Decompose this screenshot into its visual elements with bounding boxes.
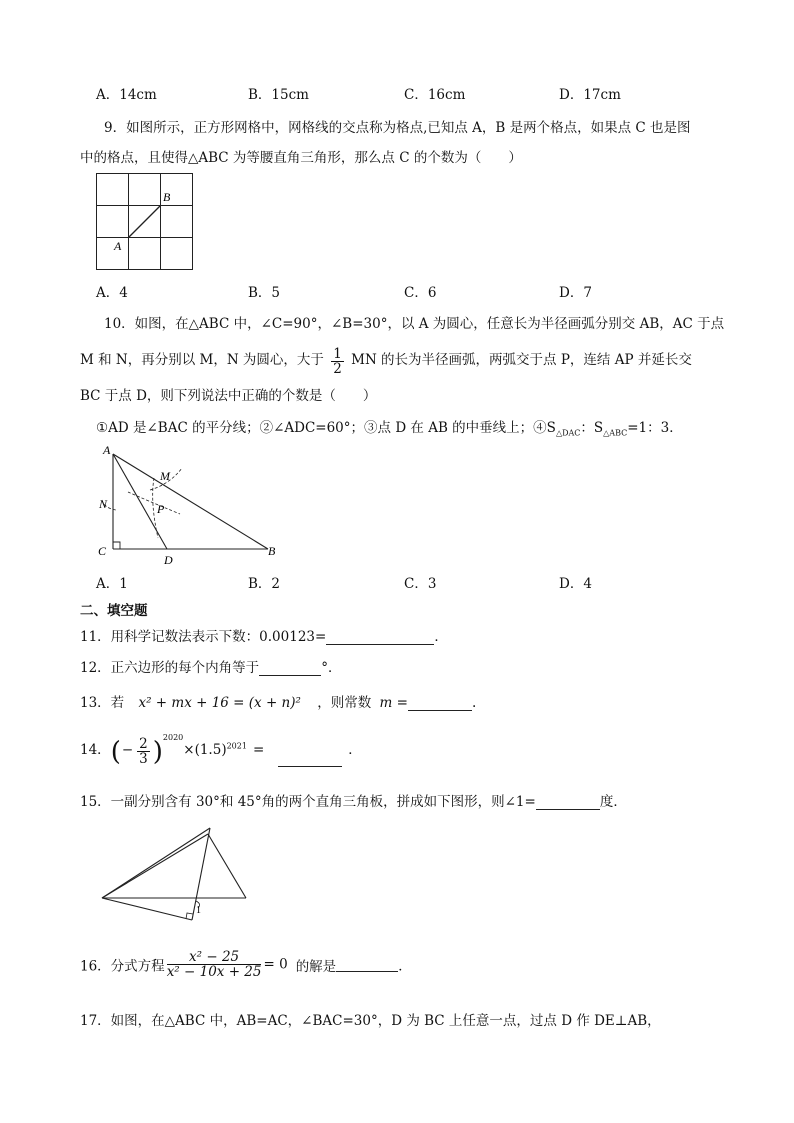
q14-prefix: 14． bbox=[80, 742, 111, 758]
q12-answer-blank[interactable] bbox=[259, 661, 321, 676]
q10-triangle-figure bbox=[90, 440, 290, 570]
q14 bbox=[80, 733, 362, 767]
q15-triangles-figure bbox=[98, 826, 258, 928]
q15-answer-blank[interactable] bbox=[536, 795, 600, 810]
section-title: 二、填空题 bbox=[80, 603, 148, 619]
q9-line2: 中的格点，且使得△ABC 为等腰直角三角形，那么点 C 的个数为（ ） bbox=[80, 150, 522, 166]
q14-fraction bbox=[137, 737, 150, 766]
q10-option-b: B．2 bbox=[248, 576, 281, 592]
q10-statements-colon: ：S bbox=[580, 420, 604, 436]
q10-line2-start: M 和 N，再分别以 M，N 为圆心，大于 bbox=[80, 352, 324, 368]
q8-option-b: B．15cm bbox=[248, 87, 309, 103]
q10-frac-den: 2 bbox=[333, 361, 342, 377]
q15-text: 15．一副分别含有 30°和 45°角的两个直角三角板，拼成如下图形，则∠1= bbox=[80, 794, 536, 810]
q16-answer-blank[interactable] bbox=[336, 957, 398, 972]
q9-label-b: B bbox=[163, 190, 171, 204]
q9-option-c: C．6 bbox=[404, 285, 437, 301]
q9-grid-figure bbox=[96, 173, 194, 271]
q10-line2 bbox=[80, 347, 692, 376]
q10-option-c: C．3 bbox=[404, 576, 437, 592]
q10-label-m: M bbox=[160, 469, 170, 483]
q14-paren-close: ) bbox=[152, 737, 163, 767]
q14-exp2: 2021 bbox=[226, 741, 247, 751]
q16-suffix: 的解是 bbox=[295, 958, 337, 975]
q15-angle-label: 1 bbox=[196, 905, 201, 916]
q12 bbox=[80, 656, 341, 676]
q9-label-a: A bbox=[114, 239, 122, 253]
q10-frac-num: 1 bbox=[333, 346, 342, 362]
q8-option-c: C．16cm bbox=[404, 87, 466, 103]
q10-statements bbox=[96, 416, 683, 438]
q8-option-d: D．17cm bbox=[559, 87, 621, 103]
q13 bbox=[80, 691, 476, 711]
q10-line2-end: MN 的长为半径画弧，两弧交于点 P，连结 AP 并延长交 bbox=[351, 352, 692, 368]
q11-end: ． bbox=[434, 629, 448, 645]
q14-middle: ×(1.5) bbox=[183, 742, 227, 758]
q15 bbox=[80, 790, 627, 810]
q14-answer-blank[interactable] bbox=[278, 752, 342, 767]
q10-line3: BC 于点 D，则下列说法中正确的个数是（ ） bbox=[80, 388, 377, 404]
q9-option-d: D．7 bbox=[559, 285, 592, 301]
q10-statements-ratio: =1：3． bbox=[627, 420, 683, 436]
q16-prefix: 16．分式方程 bbox=[80, 958, 165, 975]
q11 bbox=[80, 625, 448, 645]
q10-label-d: D bbox=[164, 553, 173, 567]
q14-end: ． bbox=[348, 742, 362, 758]
q9-option-b: B．5 bbox=[248, 285, 281, 301]
q14-frac-num: 2 bbox=[139, 736, 148, 752]
q14-exp1: 2020 bbox=[162, 733, 184, 742]
q14-minus: − bbox=[121, 742, 134, 758]
q16-eq: = 0 bbox=[263, 956, 288, 973]
q14-frac-den: 3 bbox=[139, 751, 148, 767]
q16 bbox=[80, 950, 412, 979]
q10-label-p: P bbox=[157, 502, 165, 516]
q16-denominator: x² − 10x + 25 bbox=[166, 964, 262, 980]
q14-paren-open: ( bbox=[110, 737, 121, 767]
q15-end: 度． bbox=[599, 794, 627, 810]
q16-fraction bbox=[167, 950, 262, 979]
q16-numerator: x² − 25 bbox=[167, 950, 262, 965]
q16-end: ． bbox=[398, 958, 412, 975]
q13-expression: x² + mx + 16 = (x + n)² bbox=[138, 695, 301, 711]
q10-sub-abc: △ABC bbox=[603, 428, 628, 438]
q13-end: . bbox=[471, 695, 477, 711]
q11-text: 11．用科学记数法表示下数：0.00123= bbox=[80, 629, 327, 645]
q13-mid: ，则常数 bbox=[317, 695, 372, 711]
q10-line1: 10．如图，在△ABC 中，∠C=90°，∠B=30°，以 A 为圆心，任意长为半径画弧分别交 AB，AC 于点 bbox=[104, 316, 725, 332]
q12-text: 12．正六边形的每个内角等于 bbox=[80, 660, 260, 676]
q9-line1: 9．如图所示，正方形网格中，网格线的交点称为格点,已知点 A，B 是两个格点，如果点 C 也是图 bbox=[104, 120, 691, 136]
q10-sub-dac: △DAC bbox=[555, 428, 581, 438]
q10-label-b: B bbox=[268, 544, 276, 558]
q17-text: 17．如图，在△ABC 中，AB=AC，∠BAC=30°，D 为 BC 上任意一点，过点 D 作 DE⊥AB， bbox=[80, 1013, 661, 1029]
q13-answer-blank[interactable] bbox=[408, 696, 472, 711]
q9-option-a: A．4 bbox=[96, 285, 128, 301]
q10-label-a: A bbox=[103, 443, 111, 457]
q12-end: °． bbox=[321, 660, 342, 676]
q10-label-n: N bbox=[99, 497, 108, 511]
q13-prefix: 13．若 bbox=[80, 695, 125, 711]
q10-label-c: C bbox=[98, 544, 107, 558]
q13-var: m = bbox=[379, 695, 408, 711]
q11-answer-blank[interactable] bbox=[326, 630, 434, 645]
q10-fraction bbox=[331, 347, 344, 376]
q10-option-a: A．1 bbox=[96, 576, 128, 592]
q10-option-d: D．4 bbox=[559, 576, 592, 592]
q8-option-a: A．14cm bbox=[96, 87, 157, 103]
q14-eq: = bbox=[252, 742, 265, 758]
q10-statements-text: ①AD 是∠BAC 的平分线；②∠ADC=60°；③点 D 在 AB 的中垂线上；④S bbox=[96, 420, 556, 436]
